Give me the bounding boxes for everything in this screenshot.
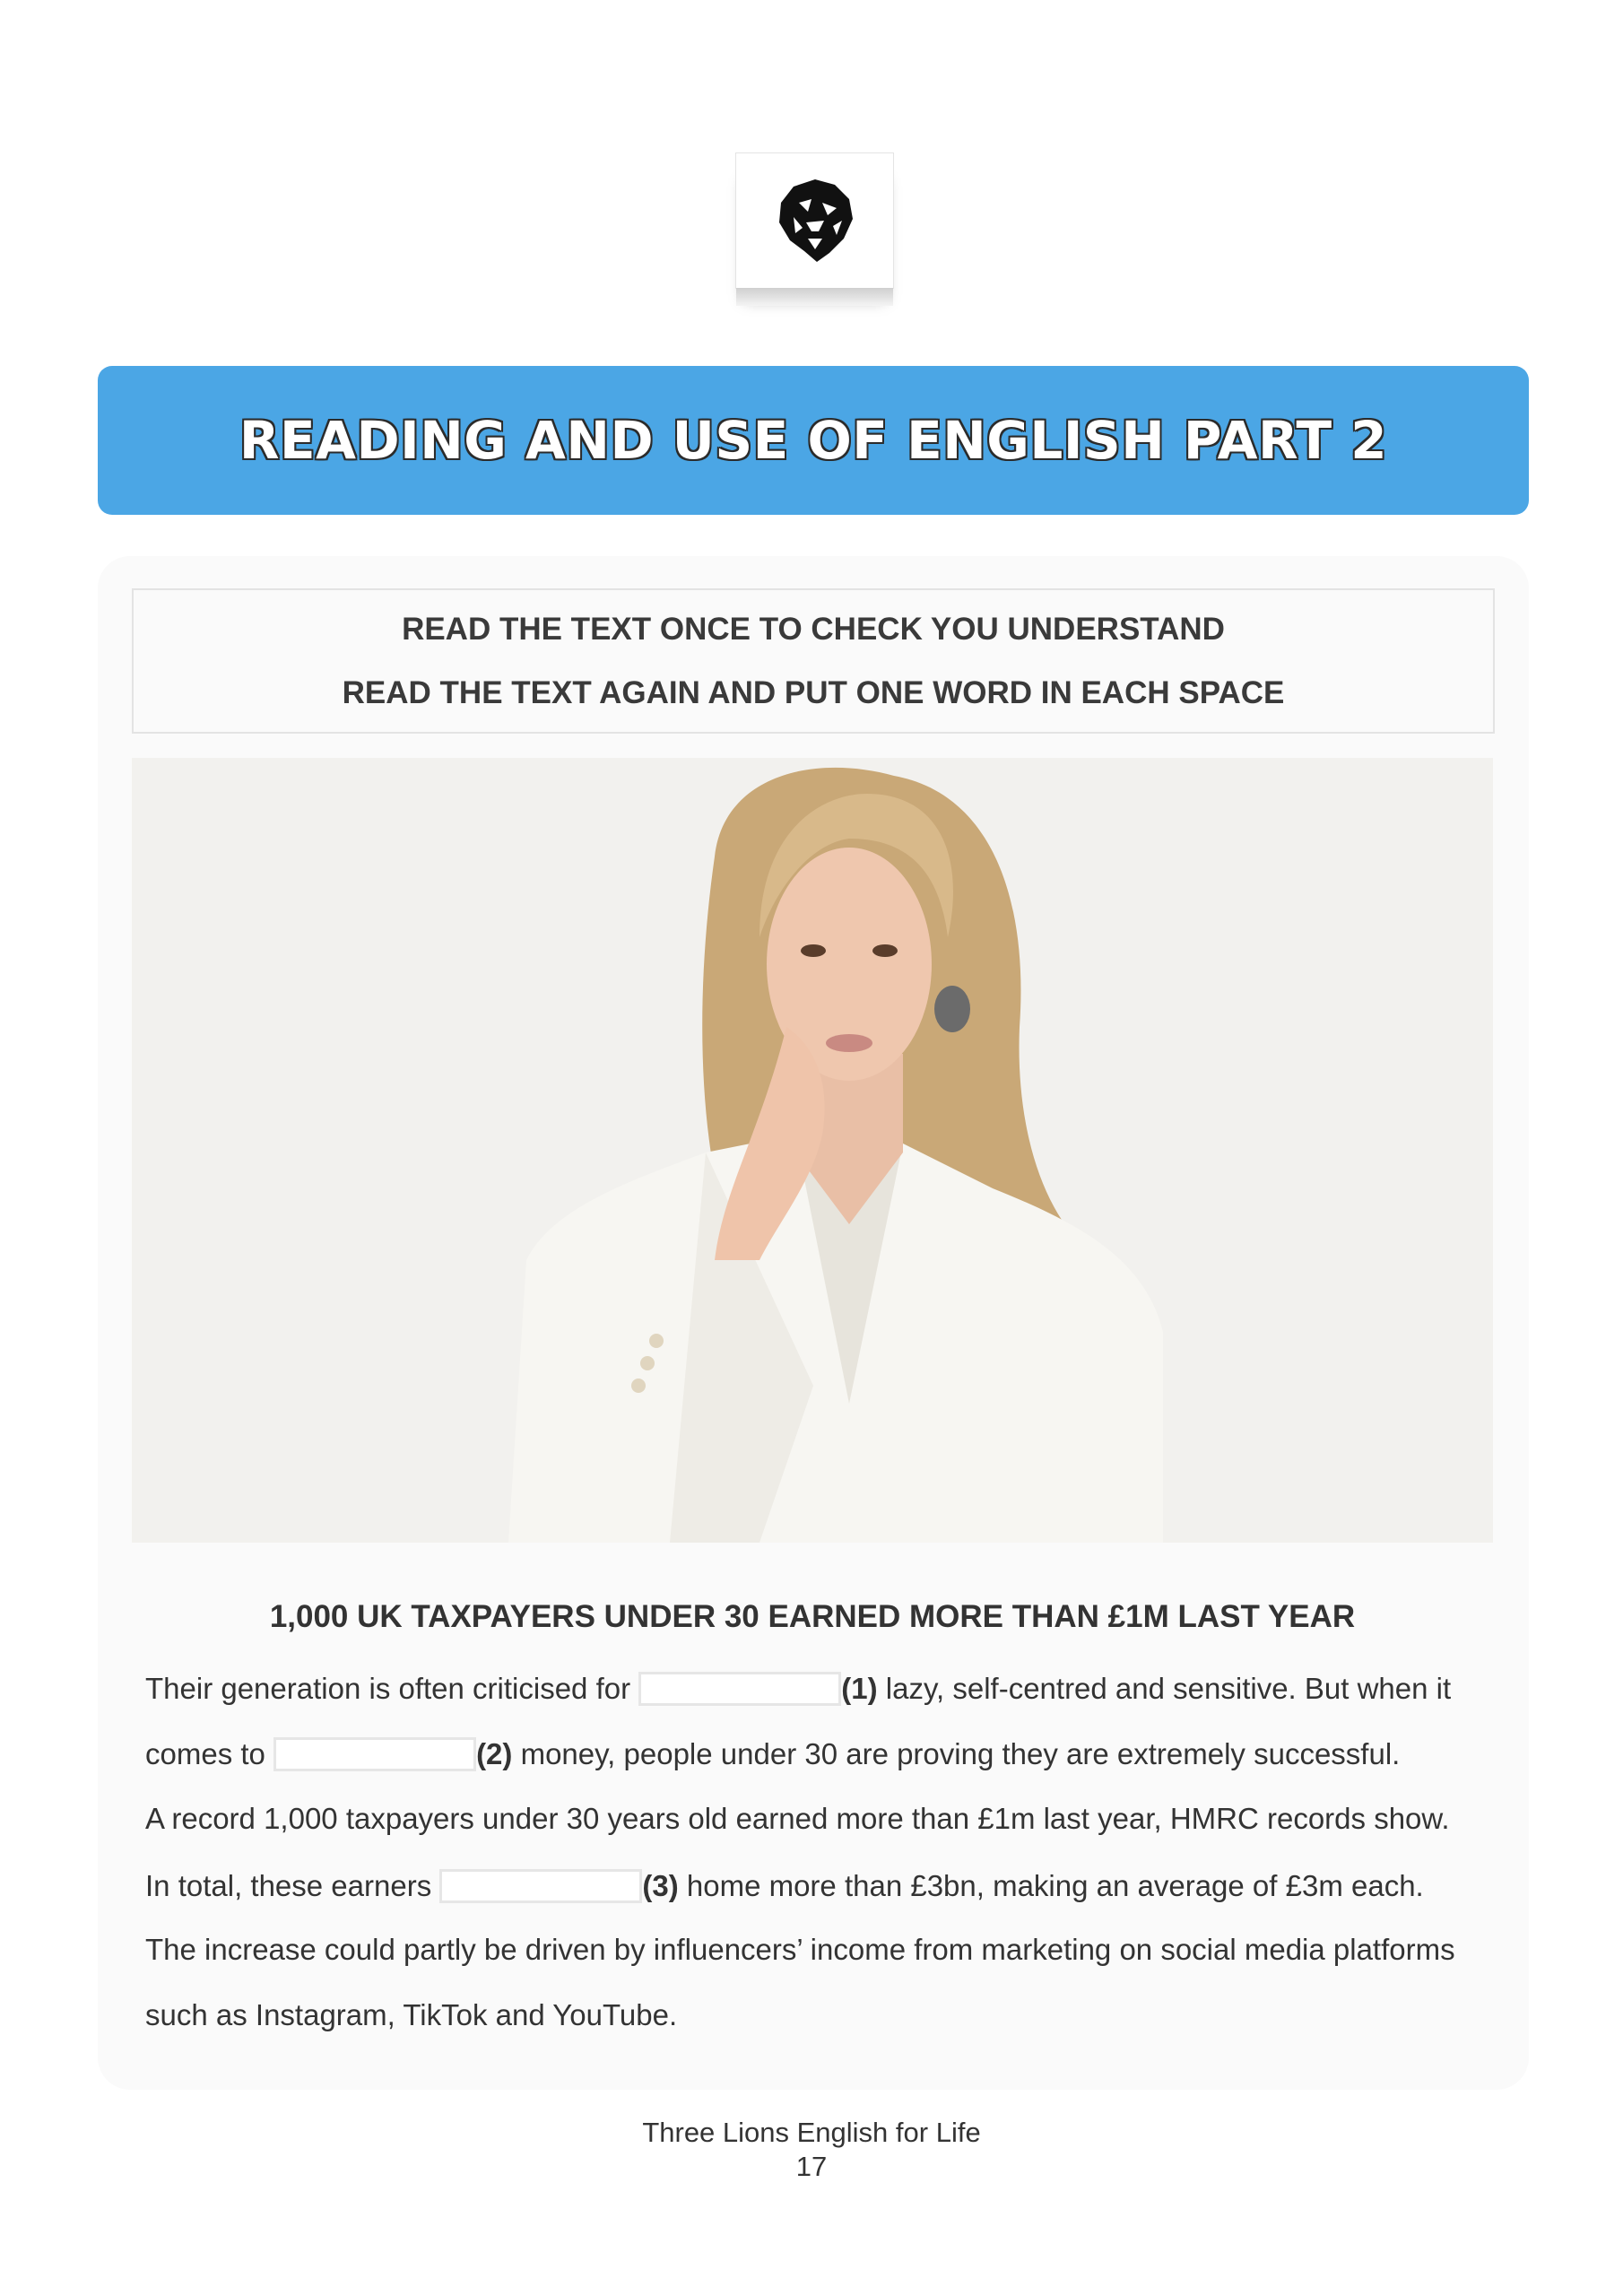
page-number: 17 <box>795 2151 828 2182</box>
article-photo <box>132 758 1493 1543</box>
gap-3-number: (3) <box>642 1869 679 1902</box>
instruction-line: READ THE TEXT ONCE TO CHECK YOU UNDERSTAND <box>402 612 1225 647</box>
gap-1-input[interactable] <box>638 1672 841 1706</box>
instruction-line: READ THE TEXT AGAIN AND PUT ONE WORD IN EACH SPACE <box>342 675 1285 710</box>
article-line: such as Instagram, TikTok and YouTube. <box>145 1998 678 2031</box>
section-title: READING AND USE OF ENGLISH PART 2 <box>239 410 1388 471</box>
footer-brand: Three Lions English for Life <box>642 2117 981 2148</box>
article-line: Their generation is often criticised for (1) lazy, self-centred and sensitive. But when it <box>145 1672 1452 1705</box>
article-title: 1,000 UK TAXPAYERS UNDER 30 EARNED MORE THAN £1M LAST YEAR <box>269 1599 1356 1634</box>
section-banner <box>98 366 1529 515</box>
logo-tab <box>735 152 894 289</box>
gap-1-number: (1) <box>841 1672 878 1705</box>
article-line: comes to (2) money, people under 30 are proving they are extremely successful. <box>145 1737 1401 1770</box>
gap-2-number: (2) <box>476 1737 513 1770</box>
instructions-box <box>132 588 1495 734</box>
gap-2-input[interactable] <box>273 1737 476 1771</box>
article-line: A record 1,000 taxpayers under 30 years old earned more than £1m last year, HMRC records show. <box>145 1802 1450 1835</box>
gap-3-input[interactable] <box>439 1869 642 1903</box>
article-line: In total, these earners (3) home more than £3bn, making an average of £3m each. <box>145 1869 1424 1902</box>
article-line: The increase could partly be driven by influencers’ income from marketing on social media platforms <box>145 1933 1455 1966</box>
lion-head-icon <box>772 176 858 265</box>
